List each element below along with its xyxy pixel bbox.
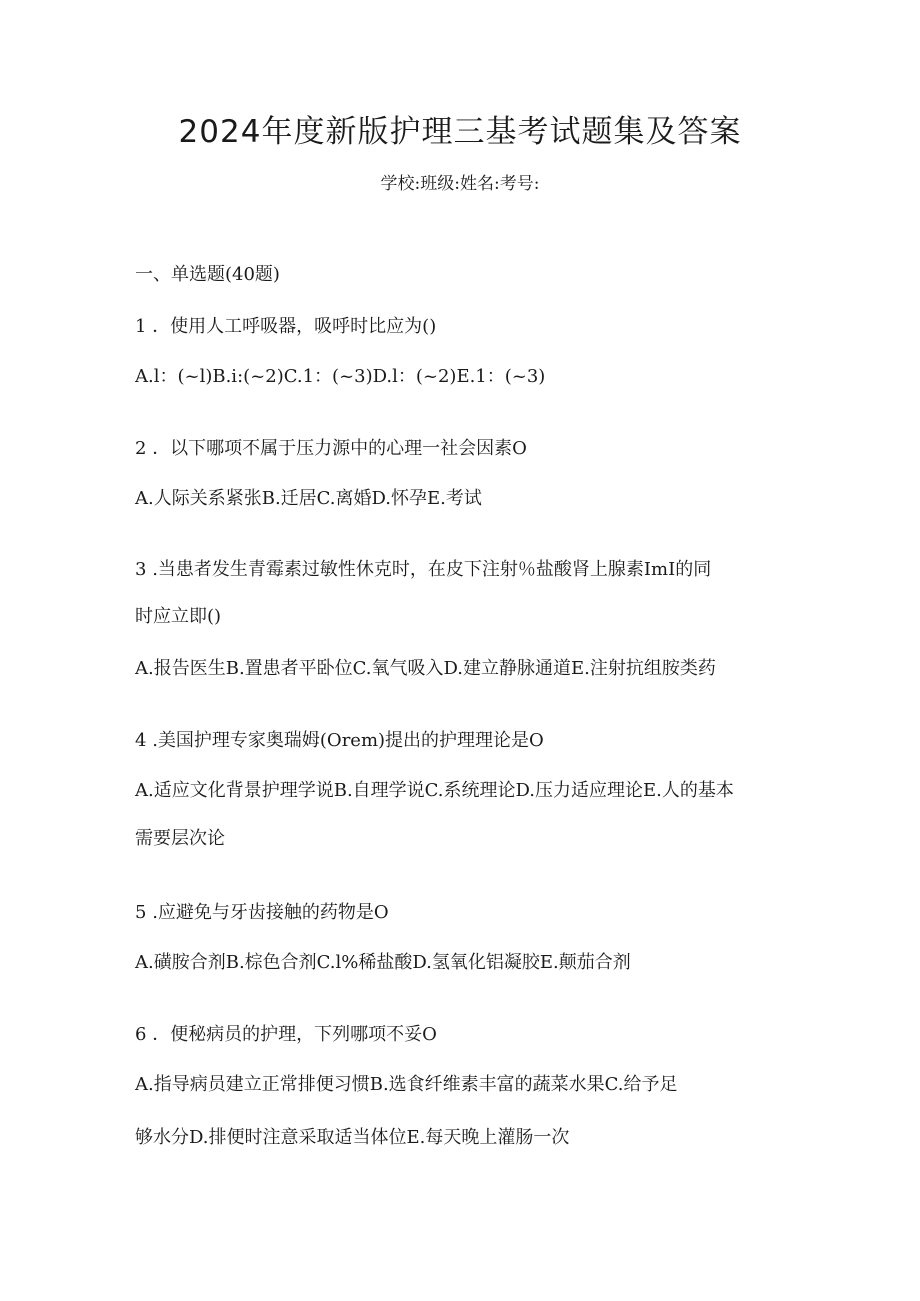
question-5-stem [135, 900, 389, 926]
question-3-stem-continued: 时应立即() [135, 606, 222, 627]
question-4-options: A.适应文化背景护理学说B.自理学说C.系统理论D.压力适应理论E.人的基本 [135, 780, 734, 801]
question-6-stem [135, 1022, 437, 1048]
question-number: 3 [135, 559, 147, 580]
question-text: ．以下哪项不属于压力源中的心理一社会因素O [152, 438, 527, 459]
question-2-stem [135, 436, 527, 462]
question-3-options: A.报告医生B.置患者平卧位C.氧气吸入D.建立静脉通道E.注射抗组胺类药 [135, 658, 716, 679]
question-1-options: A.l：(~l)B.i:(~2)C.1：(~3)D.l：(~2)E.1：(~3) [135, 366, 546, 387]
question-text: .美国护理专家奥瑞姆(Orem)提出的护理理论是O [152, 730, 544, 751]
question-5-options: A.磺胺合剂B.棕色合剂C.l%稀盐酸D.氢氧化铝凝胶E.颠茄合剂 [135, 952, 631, 973]
question-number: 5 [135, 902, 147, 923]
page-title: 2024年度新版护理三基考试题集及答案 [178, 114, 742, 150]
question-text: ．便秘病员的护理，下列哪项不妥O [152, 1024, 437, 1045]
question-6-options-continued: 够水分D.排便时注意采取适当体位E.每天晚上灌肠一次 [135, 1127, 570, 1148]
question-text: ．使用人工呼吸器，吸呼时比应为() [152, 316, 437, 337]
question-number: 1 [135, 316, 147, 337]
question-number: 6 [135, 1024, 147, 1045]
question-6-options: A.指导病员建立正常排便习惯B.选食纤维素丰富的蔬菜水果C.给予足 [135, 1074, 678, 1095]
question-text: .应避免与牙齿接触的药物是O [152, 902, 389, 923]
question-text: .当患者发生青霉素过敏性休克时，在皮下注射％盐酸肾上腺素ImI的同 [152, 559, 712, 580]
question-1-stem [135, 314, 436, 340]
section-heading: 一、单选题(40题) [135, 264, 280, 285]
question-number: 4 [135, 730, 147, 751]
question-4-stem [135, 728, 544, 754]
student-info-line: 学校:班级:姓名:考号: [380, 174, 540, 194]
question-4-options-continued: 需要层次论 [135, 828, 225, 849]
question-2-options: A.人际关系紧张B.迁居C.离婚D.怀孕E.考试 [135, 488, 482, 509]
question-3-stem [135, 557, 711, 583]
question-number: 2 [135, 438, 147, 459]
